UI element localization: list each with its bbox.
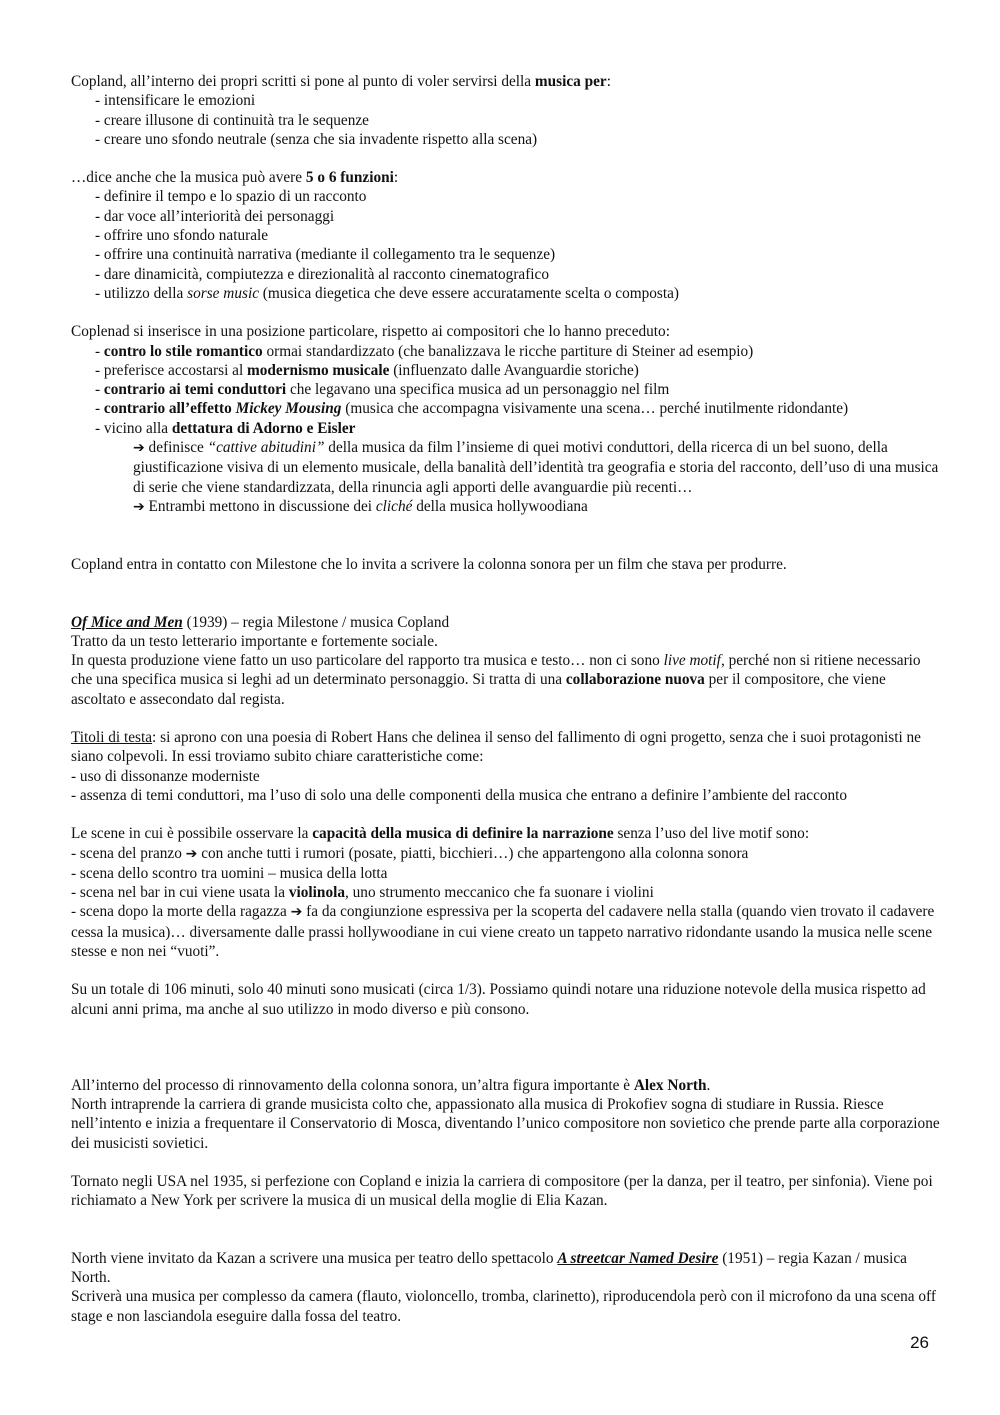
paragraph-scenes-intro: Le scene in cui è possibile osservare la capacità della musica di definire la narrazione senza l’uso del live motif sono: <box>71 825 810 843</box>
film-title: A streetcar Named Desire <box>557 1249 719 1267</box>
list-item: - scena del pranzo ➔ con anche tutti i rumori (posate, piatti, bicchieri…) che appartengono alla colonna sonora <box>71 844 749 862</box>
list-item: - scena nel bar in cui viene usata la violinola, uno strumento meccanico che fa suonare i violini <box>71 884 654 902</box>
list-item: - offrire uno sfondo naturale <box>95 227 269 245</box>
list-music-purposes <box>71 91 940 149</box>
list-item: - uso di dissonanze moderniste <box>71 767 260 785</box>
right-arrow-icon: ➔ <box>133 440 145 457</box>
right-arrow-icon: ➔ <box>290 904 303 921</box>
paragraph-streetcar: North viene invitato da Kazan a scrivere una musica per teatro dello spettacolo A streetcar Named Desire (1951) – regia Kazan / musica North. <box>71 1249 907 1286</box>
list-item: - contrario all’effetto Mickey Mousing (musica che accompagna visivamente una scena… perché inutilmente ridondante) <box>95 400 849 418</box>
paragraph-position-intro: Coplenad si inserisce in una posizione particolare, rispetto ai compositori che lo hanno preceduto: <box>71 323 670 341</box>
film-title: Of Mice and Men <box>71 613 183 631</box>
paragraph-functions-intro: …dice anche che la musica può avere 5 o 6 funzioni: <box>71 169 399 187</box>
list-item: - dar voce all’interiorità dei personaggi <box>95 207 335 225</box>
list-item: - scena dello scontro tra uomini – musica della lotta <box>71 864 388 882</box>
list-item: - utilizzo della sorse music (musica diegetica che deve essere accuratamente scelta o composta) <box>95 284 680 302</box>
list-item: - definire il tempo e lo spazio di un racconto <box>95 188 367 206</box>
paragraph-of-mice-and-men-title: Of Mice and Men (1939) – regia Milestone / musica Copland <box>71 613 450 631</box>
list-item: - scena dopo la morte della ragazza ➔ fa da congiunzione espressiva per la scoperta del cadavere nella stalla (quando vien trovato il cadavere cessa la musica)… diversamente dalle prassi hollywoodiane in cui viene creato un tappeto narrativo ridondante usando la musica nelle scene stesse e non nei “vuoti”. <box>71 903 935 960</box>
list-item: - dare dinamicità, compiutezza e direzionalità al racconto cinematografico <box>95 265 549 283</box>
list-item: - vicino alla dettatura di Adorno e Eisler <box>95 419 356 437</box>
list-item: - assenza di temi conduttori, ma l’uso di solo una delle componenti della musica che entrano a definire l’ambiente del racconto <box>71 786 848 804</box>
list-item: - preferisce accostarsi al modernismo musicale (influenzato dalle Avanguardie storiche) <box>95 361 639 379</box>
paragraph-streetcar-music: Scriverà una musica per complesso da camera (flauto, violoncello, tromba, clarinetto), riproducendola però con il microfono da una scena off stage e non lasciandola eseguire dalla fossa del teatro. <box>71 1288 936 1325</box>
paragraph-titoli-di-testa: Titoli di testa: si aprono con una poesia di Robert Hans che delinea il senso del fallimento di ogni progetto, senza che i suoi protagonisti ne siano colpevoli. In essi troviamo subito chiare caratteristiche come: <box>71 729 921 766</box>
paragraph-of-mice-production: In questa produzione viene fatto un uso particolare del rapporto tra musica e testo… non ci sono live motif, perché non si ritiene necessario che una specifica musica si leghi ad un determinato personaggio. Si tratta di una collaborazione nuova per il compositore, che viene ascoltato e assecondato dal regista. <box>71 652 921 708</box>
paragraph-of-mice-source: Tratto da un testo letterario importante e fortemente sociale. <box>71 632 438 650</box>
list-music-functions <box>71 187 940 303</box>
paragraph-north-usa: Tornato negli USA nel 1935, si perfezione con Copland e inizia la carriera di compositore (per la danza, per il teatro, per sinfonia). Viene poi richiamato a New York per scrivere la musica di un musical della moglie di Elia Kazan. <box>71 1173 933 1210</box>
list-item: - creare illusone di continuità tra le sequenze <box>95 111 369 129</box>
list-item: - creare uno sfondo neutrale (senza che sia invadente rispetto alla scena) <box>95 130 538 148</box>
list-item: - offrire una continuità narrativa (mediante il collegamento tra le sequenze) <box>95 246 556 264</box>
list-item: - intensificare le emozioni <box>95 92 256 110</box>
list-item: - contrario ai temi conduttori che legavano una specifica musica ad un personaggio nel film <box>95 381 670 399</box>
right-arrow-icon: ➔ <box>185 845 198 862</box>
paragraph-cattive-abitudini: ➔ definisce “cattive abitudini” della musica da film l’insieme di quei motivi conduttori, della ricerca di un bel suono, della giustificazione visiva di un elemento musicale, della banalità dell’identità tra geografia e storia del racconto, dell’uso di una musica di serie che viene standardizzata, della rinuncia agli apporti delle avanguardie più recenti… <box>133 439 939 496</box>
paragraph-milestone: Copland entra in contatto con Milestone che lo invita a scrivere la colonna sonora per un film che stava per produrre. <box>71 556 787 574</box>
paragraph-alex-north-intro: All’interno del processo di rinnovamento della colonna sonora, un’altra figura importante è Alex North. <box>71 1076 711 1094</box>
list-item: - contro lo stile romantico ormai standardizzato (che banalizzava le ricche partiture di Steiner ad esempio) <box>95 342 754 360</box>
paragraph-minutes: Su un totale di 106 minuti, solo 40 minuti sono musicati (circa 1/3). Possiamo quindi notare una riduzione notevole della musica rispetto ad alcuni anni prima, ma anche al suo utilizzo in modo diverso e più consono. <box>71 981 926 1018</box>
right-arrow-icon: ➔ <box>133 498 145 515</box>
paragraph-cliche: ➔ Entrambi mettono in discussione dei cliché della musica hollywoodiana <box>133 497 588 515</box>
paragraph-copland-intro: Copland, all’interno dei propri scritti si pone al punto di voler servirsi della musica per: <box>71 73 611 90</box>
list-copland-position <box>71 342 940 438</box>
page-number: 26 <box>910 1333 929 1352</box>
paragraph-north-career: North intraprende la carriera di grande musicista colto che, appassionato alla musica di Prokofiev sogna di studiare in Russia. Riesce nell’intento e inizia a frequentare il Conservatorio di Mosca, diventando l’unico compositore non sovietico che prende parte alla corporazione dei musicisti sovietici. <box>71 1096 940 1152</box>
